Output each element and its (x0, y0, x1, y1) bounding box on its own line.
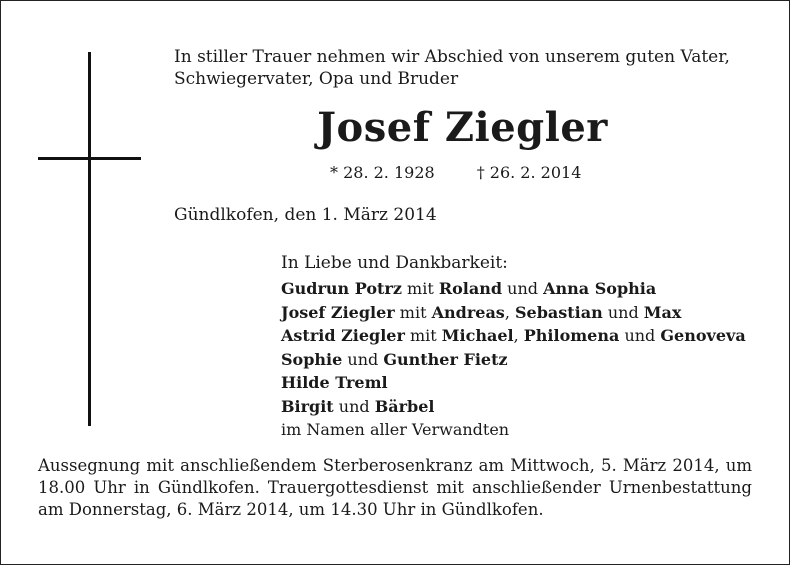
relatives-line: Birgit und Bärbel (281, 396, 435, 416)
intro-text: In stiller Trauer nehmen wir Abschied von unserem guten Vater, Schwiegervater, Opa und Bruder (174, 47, 730, 89)
funeral-details: Aussegnung mit anschließendem Sterberosenkranz am Mittwoch, 5. März 2014, um 18.00 Uhr in Gündlkofen. Trauergottesdienst mit anschließender Urnenbestattung am Donnerstag, 6. März 2014, um 14.30 Uhr in Gündlkofen. (38, 456, 752, 519)
relatives-closing: im Namen aller Verwandten (281, 420, 510, 439)
relatives-line: Sophie und Gunther Fietz (281, 349, 508, 369)
relatives-line: Astrid Ziegler mit Michael, Philomena und Genoveva (281, 326, 746, 345)
death-date: † 26. 2. 2014 (476, 163, 582, 182)
birth-date: * 28. 2. 1928 (330, 163, 435, 182)
life-dates (330, 163, 581, 182)
deceased-name: Josef Ziegler (317, 104, 608, 151)
place-date: Gündlkofen, den 1. März 2014 (174, 205, 437, 225)
relatives-line: Hilde Treml (281, 373, 388, 392)
relatives-list (281, 277, 746, 442)
cross-horizontal-bar (38, 157, 141, 160)
relatives-line: Josef Ziegler mit Andreas, Sebastian und Max (281, 302, 682, 322)
thanks-line: In Liebe und Dankbarkeit: (281, 253, 508, 273)
relatives-line: Gudrun Potrz mit Roland und Anna Sophia (281, 279, 657, 298)
